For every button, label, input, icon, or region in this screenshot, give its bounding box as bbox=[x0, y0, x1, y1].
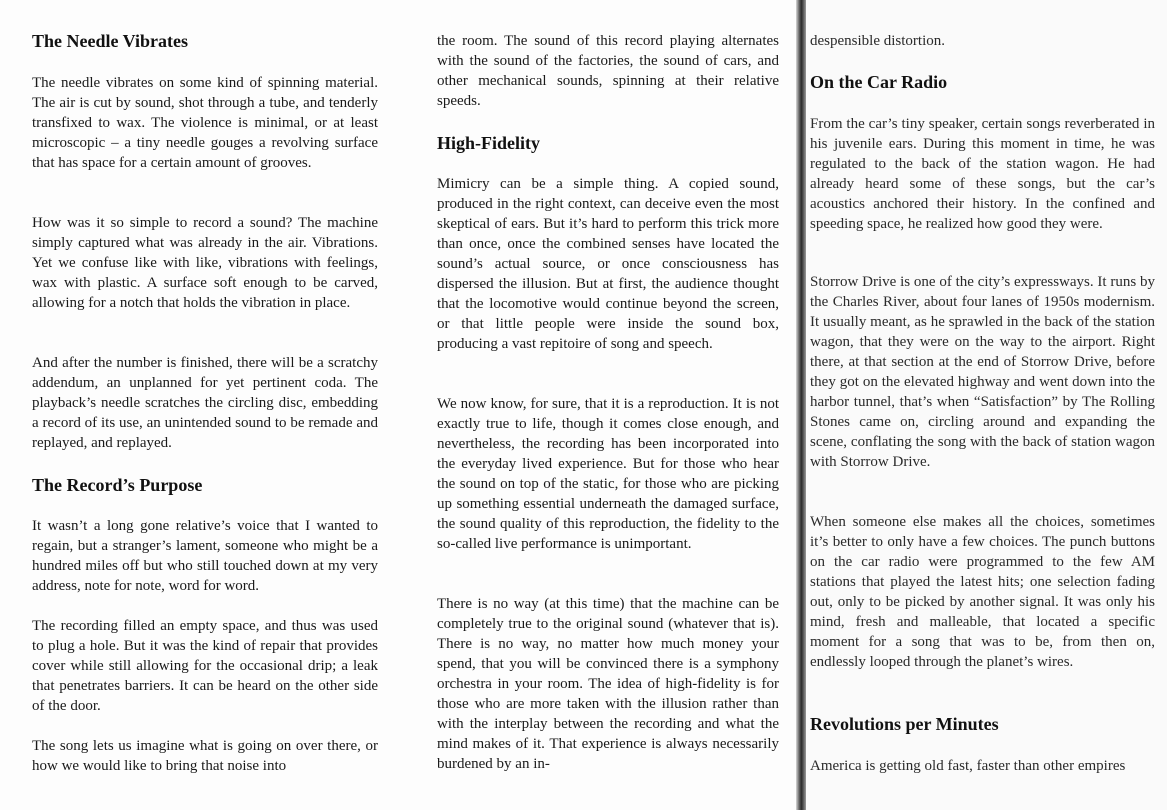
paragraph-radio-1: From the car’s tiny speaker, certain songs reverberated in his juvenile ears. During this moment in time, he was regulated to the back of the station wagon. He had already heard some of these songs, but the car’s acoustics anchored their history. In the confined and speeding space, he realized how good they were. bbox=[810, 116, 1155, 232]
paragraph-radio-3: When someone else makes all the choices, sometimes it’s better to only have a few choices. The punch buttons on the car radio were programmed to the few AM stations that played the latest hits; one selection fading out, only to be picked by another signal. It was only his mind, fresh and malleable, that located a specific moment for a song that was to be, from then on, endlessly looped through the planet’s wires. bbox=[810, 514, 1155, 670]
paragraph-continued-room: the room. The sound of this record playing alternates with the sound of the factories, the sound of cars, and other mechanical sounds, spinning at their relative speeds. bbox=[437, 33, 779, 109]
paragraph-purpose-2: The recording filled an empty space, and thus was used to plug a hole. But it was the kind of repair that provides cover while still allowing for the occasional drip; a leak that penetrates barriers. It can be heard on the other side of the door. bbox=[32, 618, 378, 714]
book-gutter bbox=[796, 0, 806, 810]
paragraph-radio-2: Storrow Drive is one of the city’s expressways. It runs by the Charles River, about four lanes of 1950s modernism. It usually meant, as he sprawled in the back of the station wagon, that they were on the way to the airport. Right there, at that section at the end of Storrow Drive, before they got on the elevated highway and went down into the harbor tunnel, that’s when “Satisfaction” by The Rolling Stones came on, circling around and expanding the scene, conflating the song with the back of station wagon with Storrow Drive. bbox=[810, 274, 1155, 470]
paragraph-purpose-3: The song lets us imagine what is going on over there, or how we would like to bring that noise into bbox=[32, 738, 378, 774]
paragraph-needle-3: And after the number is finished, there will be a scratchy addendum, an unplanned for yet pertinent coda. The playback’s needle scratches the circling disc, embedding a record of its use, an unintended sound to be remade and replayed, and replayed. bbox=[32, 355, 378, 451]
paragraph-needle-1: The needle vibrates on some kind of spinning material. The air is cut by sound, shot through a tube, and tenderly transfixed to wax. The violence is minimal, or at least microscopic – a tiny needle gouges a revolving surface that has space for a certain amount of grooves. bbox=[32, 75, 378, 171]
paragraph-fidelity-2: We now know, for sure, that it is a reproduction. It is not exactly true to life, though it comes close enough, and nevertheless, the recording has been incorporated into the everyday lived experience. But for those who hear the sound on top of the static, for those who are picking up something essential underneath the damaged surface, the sound quality of this reproduction, the fidelity to the so-called live performance is unimportant. bbox=[437, 396, 779, 552]
heading-high-fidelity: High-Fidelity bbox=[437, 133, 540, 153]
paragraph-purpose-1: It wasn’t a long gone relative’s voice that I wanted to regain, but a stranger’s lament, someone who might be a hundred miles off but who still touched down at my very address, note for note, word for word. bbox=[32, 518, 378, 594]
paragraph-fidelity-3: There is no way (at this time) that the machine can be completely true to the original sound (whatever that is). There is no way, no matter how much money your spend, that you will be convinced there is a symphony orchestra in your room. The idea of high-fidelity is for those who are more taken with the illusion rather than with the interplay between the recording and what the mind makes of it. That experience is always necessarily burdened by an in- bbox=[437, 596, 779, 772]
paragraph-fidelity-1: Mimicry can be a simple thing. A copied sound, produced in the right context, can deceive even the most skeptical of ears. But it’s hard to perform this trick more than once, once the combined senses have located the sound’s actual source, or once consciousness has dispersed the illusion. But at first, the audience thought that the locomotive would continue beyond the screen, or that little people were inside the sound box, producing a vast repitoire of song and speech. bbox=[437, 176, 779, 352]
paragraph-revolutions-1: America is getting old fast, faster than other empires bbox=[810, 758, 1126, 774]
heading-revolutions: Revolutions per Minutes bbox=[810, 714, 999, 734]
paragraph-needle-2: How was it so simple to record a sound? The machine simply captured what was already in the air. Vibrations. Yet we confuse like with like, vibrations with feelings, wax with plastic. A surface soft enough to be carved, allowing for a notch that holds the vibration in place. bbox=[32, 215, 378, 311]
right-page bbox=[806, 0, 1167, 810]
heading-needle-vibrates: The Needle Vibrates bbox=[32, 31, 188, 51]
heading-car-radio: On the Car Radio bbox=[810, 72, 948, 92]
heading-records-purpose: The Record’s Purpose bbox=[32, 475, 203, 495]
paragraph-continued-distortion: despensible distortion. bbox=[810, 33, 945, 49]
